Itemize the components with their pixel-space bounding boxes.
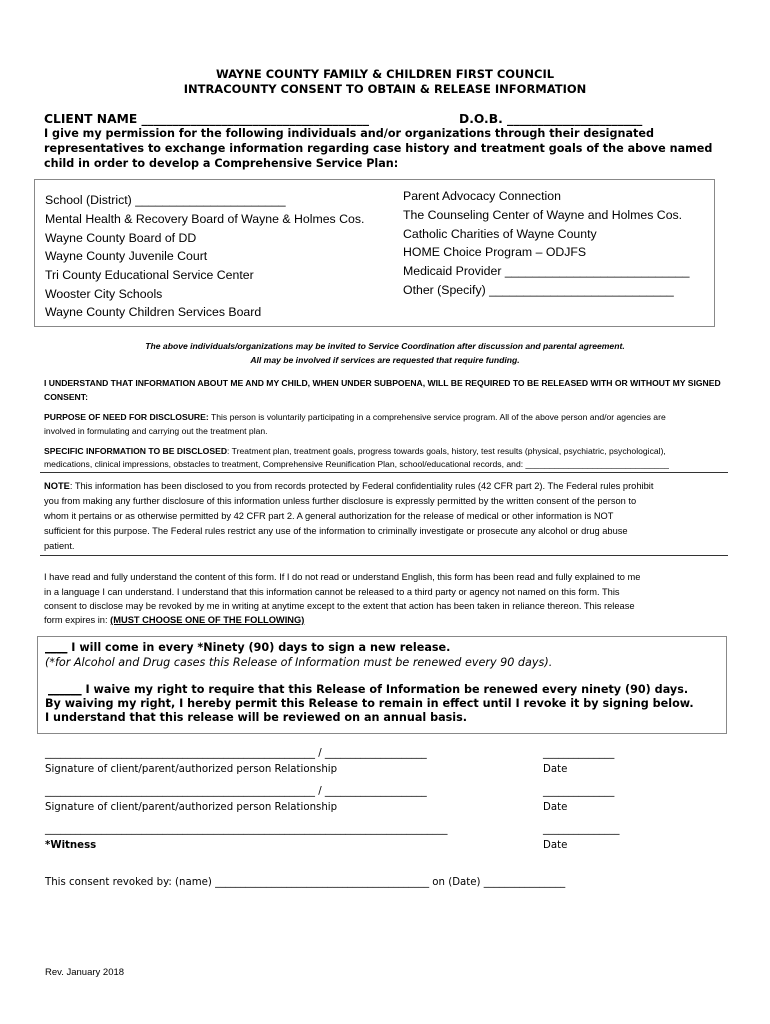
org-wooster-city-schools: Wooster City Schools [45,287,163,301]
date-label-1: Date [543,764,568,775]
option-waive-text: I waive my right to require that this Release of Information be renewed every ninety (90) days. [81,683,689,696]
specific-text: : Treatment plan, treatment goals, progress towards goals, history, test results (physical, psychiatric, psychological), [227,446,666,456]
witness-date-line[interactable]: _______________ [543,824,620,835]
intro-line-2: representatives to exchange information regarding case history and treatment goals of the above named [44,142,713,155]
divider-upper [40,472,728,473]
expires-choice: (MUST CHOOSE ONE OF THE FOLLOWING) [110,615,305,625]
witness-date-label: Date [543,840,568,851]
option-90-days-note: (*for Alcohol and Drug cases this Release of Information must be renewed every 90 days). [45,656,553,669]
note-line-5: patient. [44,541,75,551]
subpoena-line-2: CONSENT: [44,392,88,402]
note-text: : This information has been disclosed to you from records protected by Federal confidentiality rules (42 CFR part 2). The Federal rules prohibit [69,481,654,491]
purpose-text: This person is voluntarily participating in a comprehensive service program. All of the above person and/or agencies are [208,412,666,422]
client-name-field[interactable]: CLIENT NAME _____________________________________ [44,112,370,126]
box-note-line-2: All may be involved if services are requested that require funding. [250,355,520,365]
purpose-line-1 [44,412,666,422]
org-mental-health-board: Mental Health & Recovery Board of Wayne & Holmes Cos. [45,212,365,226]
note-line-1 [44,481,653,491]
dob-field[interactable]: D.O.B. ______________________ [459,112,643,126]
org-other-specify[interactable]: Other (Specify) ___________________________ [403,283,674,297]
option-90-days[interactable] [45,641,450,654]
option-90-days-blank[interactable]: ____ [45,641,68,654]
signature-line-1[interactable]: _____________________________________________________ / ____________________ [45,748,427,759]
note-line-3: whom it pertains or as otherwise permitted by 42 CFR part 2. A general authorization for the release of medical or other information is NOT [44,511,614,521]
understand-line-1: I have read and fully understand the content of this form. If I do not read or understand English, this form has been read and fully explained to me [44,572,641,582]
intro-line-1: I give my permission for the following individuals and/or organizations through their designated [44,127,654,140]
date-line-1[interactable]: ______________ [543,748,615,759]
org-tri-county-esc: Tri County Educational Service Center [45,268,254,282]
option-waive-line-2: By waiving my right, I hereby permit this Release to remain in effect until I revoke it by signing below. [45,697,694,710]
org-school-district[interactable]: School (District) ______________________ [45,193,286,207]
specific-label: SPECIFIC INFORMATION TO BE DISCLOSED [44,446,228,456]
org-board-of-dd: Wayne County Board of DD [45,231,197,245]
option-waive-line-3: I understand that this release will be reviewed on an annual basis. [45,711,468,724]
specific-line-2[interactable]: medications, clinical impressions, obstacles to treatment, Comprehensive Reunification Plan, school/educational records, and: ______________________________ [44,459,669,469]
box-note-line-1: The above individuals/organizations may be invited to Service Coordination after discussion and parental agreement. [145,341,625,351]
purpose-line-2: involved in formulating and carrying out the treatment plan. [44,426,268,436]
date-line-2[interactable]: ______________ [543,786,615,797]
signature-line-2[interactable]: _____________________________________________________ / ____________________ [45,786,427,797]
org-parent-advocacy: Parent Advocacy Connection [403,189,561,203]
specific-line-1 [44,446,666,456]
org-counseling-center: The Counseling Center of Wayne and Holmes Cos. [403,208,683,222]
intro-line-3: child in order to develop a Comprehensive Service Plan: [44,157,399,170]
org-children-services-board: Wayne County Children Services Board [45,305,262,319]
date-label-2: Date [543,802,568,813]
purpose-label: PURPOSE OF NEED FOR DISCLOSURE: [44,412,209,422]
understand-line-4 [44,615,304,625]
option-90-days-text: I will come in every *Ninety (90) days to sign a new release. [67,641,451,654]
org-catholic-charities: Catholic Charities of Wayne County [403,227,597,241]
note-label: NOTE [44,481,70,491]
witness-line[interactable]: _______________________________________________________________________________ [45,824,448,835]
signature-label-1: Signature of client/parent/authorized person Relationship [45,764,338,775]
signature-label-2: Signature of client/parent/authorized person Relationship [45,802,338,813]
witness-label: *Witness [45,840,97,851]
expires-label: form expires in: [44,615,111,625]
divider-lower [40,555,728,556]
form-title-line1: WAYNE COUNTY FAMILY & CHILDREN FIRST COUNCIL [215,67,555,81]
org-medicaid-provider[interactable]: Medicaid Provider ___________________________ [403,264,690,278]
understand-line-2: in a language I can understand. I understand that this information cannot be released to a third party or agency not named on this form. This [44,587,620,597]
org-home-choice: HOME Choice Program – ODJFS [403,245,587,259]
form-title-line2: INTRACOUNTY CONSENT TO OBTAIN & RELEASE INFORMATION [183,82,587,96]
note-line-2: you from making any further disclosure of this information unless further disclosure is expressly permitted by the written consent of the person to [44,496,637,506]
revision-date: Rev. January 2018 [45,967,125,978]
note-line-4: sufficient for this purpose. The Federal rules restrict any use of the information to criminally investigate or prosecute any alcohol or drug abuse [44,526,628,536]
option-waive-blank[interactable]: ______ [48,683,82,696]
revocation-line[interactable]: This consent revoked by: (name) __________________________________________ on (Date) ________________ [45,877,566,888]
understand-line-3: consent to disclose may be revoked by me in writing at anytime except to the extent that action has been taken in reliance thereon. This release [44,601,635,611]
org-juvenile-court: Wayne County Juvenile Court [45,249,208,263]
option-waive[interactable] [48,683,688,696]
subpoena-line-1: I UNDERSTAND THAT INFORMATION ABOUT ME AND MY CHILD, WHEN UNDER SUBPOENA, WILL BE REQUIRED TO BE RELEASED WITH OR WITHOUT MY SIGNED [44,378,721,388]
